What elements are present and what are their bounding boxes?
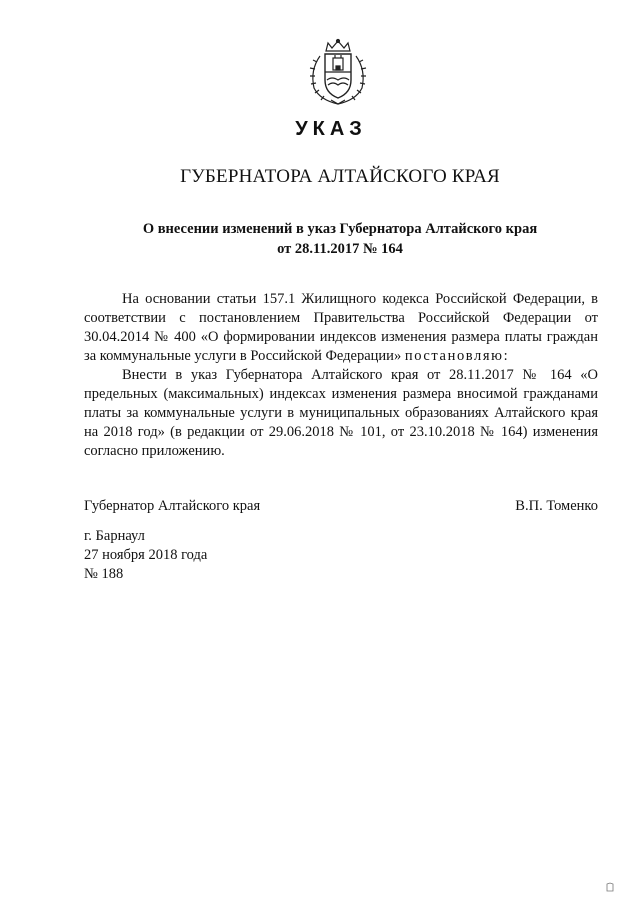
date-of-issue: 27 ноября 2018 года <box>84 547 208 563</box>
decree-number: № 188 <box>84 566 124 582</box>
coat-of-arms-icon <box>298 38 378 106</box>
resolution-keyword: постановляю: <box>404 348 510 364</box>
decree-details <box>84 527 207 584</box>
signature-block <box>84 497 598 516</box>
decree-subject <box>0 219 640 259</box>
subject-line-1: О внесении изменений в указ Губернатора Алтайского края <box>142 221 538 237</box>
paragraph-amendment: Внести в указ Губернатора Алтайского края от 28.11.2017 № 164 «О предельных (максимальных) индексах изменения размера вносимой гражданами платы за коммунальные услуги в муниципальных образованиях Алтайского края на 2018 год» (в редакции от 29.06.2018 № 101, от 23.10.2018 № 164) изменения согласно приложению. <box>84 367 598 459</box>
signatory-position: Губернатор Алтайского края <box>84 498 261 514</box>
subject-line-2: от 28.11.2017 № 164 <box>277 241 403 257</box>
page-corner-mark-icon <box>606 882 614 892</box>
decree-body <box>84 290 598 461</box>
place-of-issue: г. Барнаул <box>84 528 145 544</box>
issuing-authority: ГУБЕРНАТОРА АЛТАЙСКОГО КРАЯ <box>180 166 500 187</box>
document-type-title: УКАЗ <box>295 118 367 140</box>
paragraph-basis <box>84 290 598 366</box>
signatory-name: В.П. Томенко <box>515 498 598 514</box>
paragraph-basis-text: На основании статьи 157.1 Жилищного кодекса Российской Федерации, в соответствии с постановлением Правительства Российской Федерации от 30.04.2014 № 400 «О формировании индексов изменения размера платы граждан за коммунальные услуги в Российской Федерации» <box>84 291 598 364</box>
